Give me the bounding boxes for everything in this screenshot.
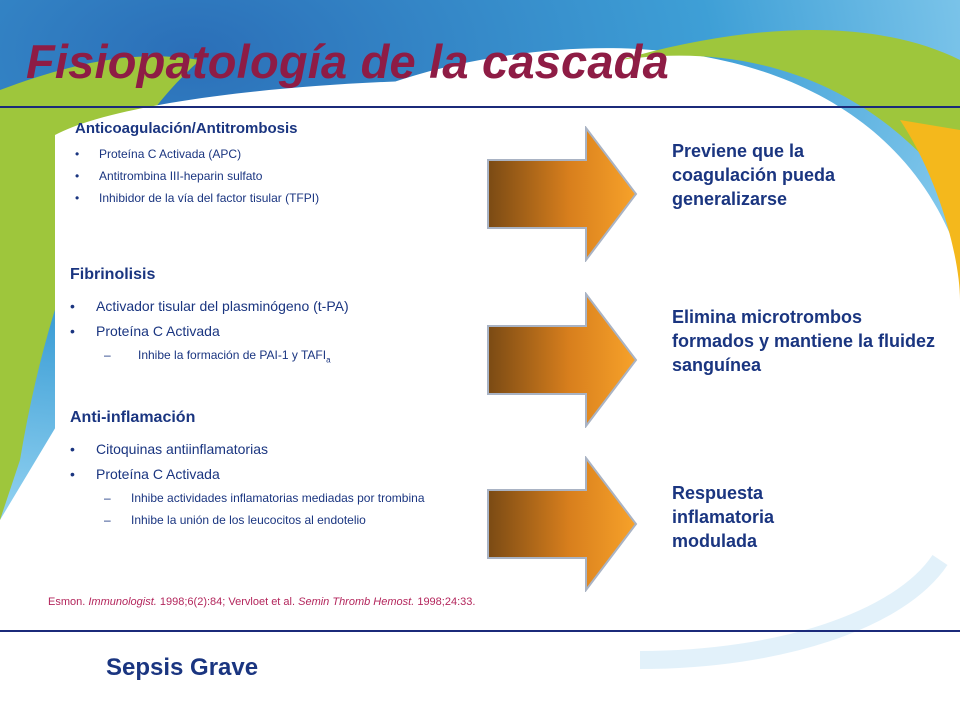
- ref-journal: Semin Thromb Hemost.: [298, 596, 415, 608]
- bullet: •: [75, 169, 80, 183]
- item-text: Proteína C Activada (APC): [99, 147, 242, 161]
- result-text: Respuesta inflamatoria modulada: [672, 483, 775, 551]
- dash-bullet: –: [104, 348, 111, 362]
- item-text: Inhibe actividades inflamatorias mediadas por trombina: [131, 491, 425, 505]
- arrow-right-icon: [486, 456, 638, 592]
- list-item: [75, 191, 319, 213]
- item-text: Proteína C Activada: [96, 466, 220, 482]
- sub-list-item: [70, 348, 349, 373]
- ref-journal: Immunologist.: [88, 596, 157, 608]
- item-text: Activador tisular del plasminógeno (t-PA): [96, 298, 349, 314]
- list-item: [70, 466, 425, 491]
- sub-list-item: [70, 513, 425, 535]
- sub-list-item: [70, 491, 425, 513]
- ref-citation: 1998;24:33.: [414, 596, 476, 608]
- ref-author: Esmon.: [48, 596, 89, 608]
- reference-citation: [48, 596, 475, 608]
- dash-bullet: –: [104, 491, 111, 505]
- bullet: •: [70, 466, 75, 482]
- item-text: Inhibe la formación de PAI-1 y TAFI: [138, 348, 327, 362]
- item-text: Proteína C Activada: [96, 323, 220, 339]
- ref-citation: 1998;6(2):84; Vervloet et al.: [156, 596, 299, 608]
- bullet: •: [70, 441, 75, 457]
- footer-title: Sepsis Grave: [106, 654, 259, 681]
- subscript: a: [326, 355, 331, 365]
- item-text: Citoquinas antiinflamatorias: [96, 441, 268, 457]
- list-item: [70, 441, 425, 466]
- result-text: Previene que la coagulación pueda generalizarse: [672, 141, 836, 209]
- dash-bullet: –: [104, 513, 111, 527]
- slide-title: Fisiopatología de la cascada: [26, 35, 669, 88]
- section-fibrinolysis: [70, 266, 349, 373]
- item-text: Antitrombina III-heparin sulfato: [99, 169, 263, 183]
- item-text: Inhibidor de la vía del factor tisular (TFPI): [99, 191, 320, 205]
- list-item: [75, 147, 319, 169]
- list-item: [70, 298, 349, 323]
- section-anti-inflammation: [70, 409, 425, 535]
- title-divider: [0, 106, 960, 108]
- section-heading: Fibrinolisis: [70, 266, 156, 283]
- section-anticoagulation: [75, 120, 319, 213]
- list-item: [70, 323, 349, 348]
- bullet: •: [70, 323, 75, 339]
- bullet: •: [75, 147, 80, 161]
- list-item: [75, 169, 319, 191]
- footer-divider: [0, 630, 960, 632]
- item-text: Inhibe la unión de los leucocitos al endotelio: [131, 513, 366, 527]
- result-text: Elimina microtrombos formados y mantiene la fluidez sanguínea: [672, 307, 936, 375]
- bullet: •: [75, 191, 80, 205]
- arrow-right-icon: [486, 126, 638, 262]
- section-heading: Anti-inflamación: [70, 409, 196, 426]
- arrow-right-icon: [486, 292, 638, 428]
- bullet: •: [70, 298, 75, 314]
- section-heading: Anticoagulación/Antitrombosis: [75, 120, 298, 137]
